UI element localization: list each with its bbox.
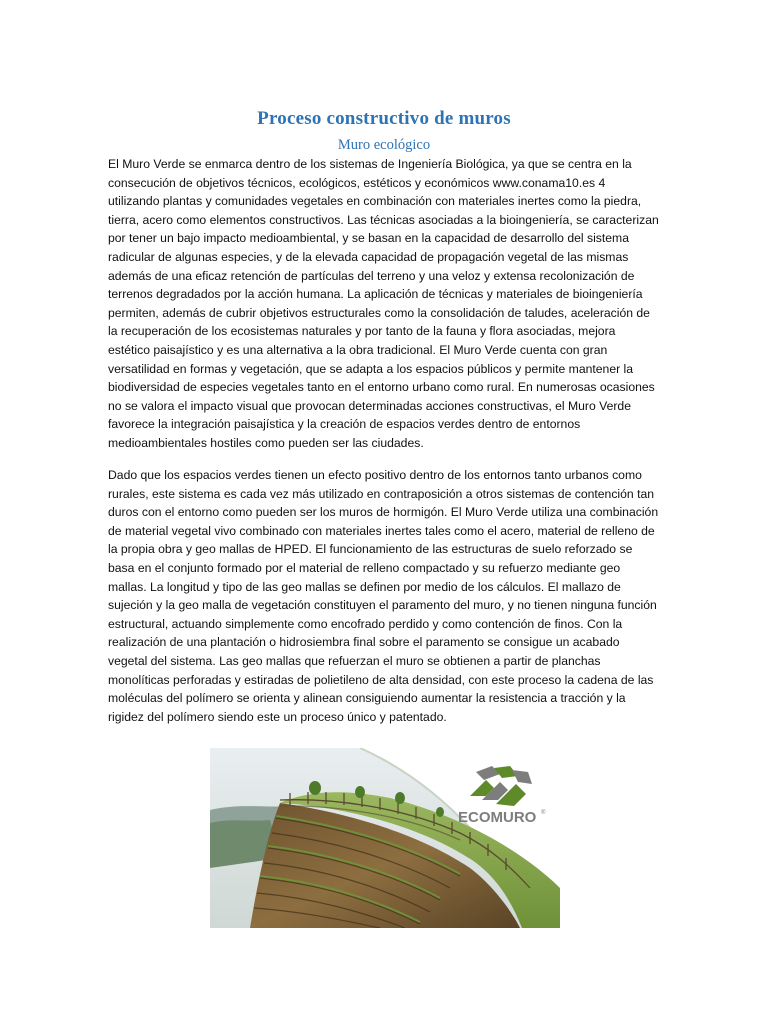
registered-mark: ® (541, 810, 546, 816)
ecomuro-photo (210, 748, 560, 928)
ecomuro-logo-text: ECOMURO (458, 809, 537, 826)
page-title: Proceso constructivo de muros (257, 108, 511, 129)
ecomuro-illustration (210, 748, 560, 928)
paragraph-2: Dado que los espacios verdes tienen un efecto positivo dentro de los entornos tanto urbanos como rurales, este sistema es cada vez más utilizado en contraposición a otros sistemas de contención tan duros con el entorno como pueden ser los muros de hormigón. El Muro Verde utiliza una combinación de material vegetal vivo combinado con materiales inertes tales como el acero, material de relleno de la propia obra y geo mallas de HPED. El funcionamiento de las estructuras de suelo reforzado se basa en el conjunto formado por el material de relleno compactado y su refuerzo mediante geo mallas. La longitud y tipo de las geo mallas se definen por medio de los cálculos. El mallazo de sujeción y la geo malla de vegetación constituyen el paramento del muro, y no tienen ninguna función estructural, actuando simplemente como encofrado perdido y como contención de finos. Con la realización de una plantación o hidrosiembra final sobre el paramento se consigue un acabado vegetal del sistema. Las geo mallas que refuerzan el muro se obtienen a partir de planchas monolíticas perforadas y estiradas de polietileno de alta densidad, con este proceso la cadena de las moléculas del polímero se orienta y alinean consiguiendo aumentar la resistencia a tracción y la rigidez del polímero siendo este un proceso único y patentado. (108, 468, 659, 724)
paragraph-1: El Muro Verde se enmarca dentro de los sistemas de Ingeniería Biológica, ya que se centra en la consecución de objetivos técnicos, ecológicos, estéticos y económicos www.conama10.es 4 utilizando plantas y comunidades vegetales en combinación con materiales inertes como la piedra, tierra, acero como elementos constructivos. Las técnicas asociadas a la bioingeniería, se caracterizan por tener un bajo impacto medioambiental, y se basan en la capacidad de desarrollo del sistema radicular de algunas especies, y de la elevada capacidad de propagación vegetal de las mismas además de una eficaz retención de partículas del terreno y una veloz y extensa recolonización de terrenos degradados por la acción humana. La aplicación de técnicas y materiales de bioingeniería permiten, además de cubrir objetivos estructurales como la consolidación de taludes, aceleración de la recuperación de los ecosistemas naturales y por tanto de la fauna y flora asociadas, mejora estético paisajístico y es una alternativa a la obra tradicional. El Muro Verde cuenta con gran versatilidad en formas y vegetación, que se adapta a los espacios públicos y permite mantener la biodiversidad de especies vegetales tanto en el entorno urbano como rural. En numerosas ocasiones no se valora el impacto visual que provocan determinadas acciones constructivas, el Muro Verde favorece la integración paisajística y la creación de espacios verdes dentro de entornos medioambientales hostiles como pueden ser las ciudades. (108, 157, 659, 450)
page-subtitle: Muro ecológico (337, 137, 431, 153)
